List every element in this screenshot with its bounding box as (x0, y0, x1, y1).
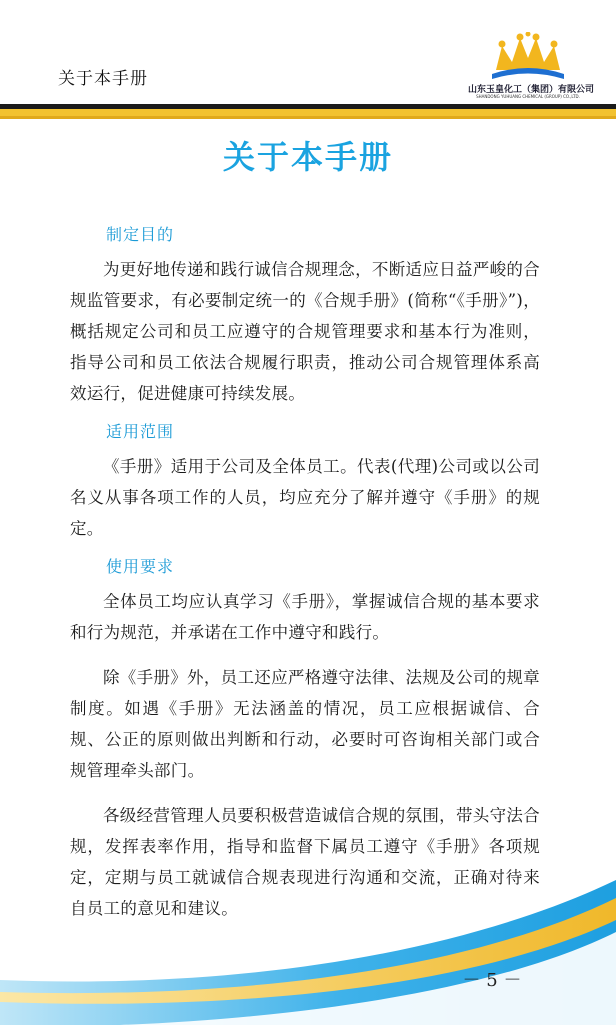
decorative-bottom-wave (0, 840, 616, 1025)
section-heading-purpose: 制定目的 (106, 225, 175, 244)
company-logo (468, 32, 595, 102)
company-name-cn: 山东玉皇化工（集团）有限公司 (468, 85, 595, 95)
paragraph: 《手册》适用于公司及全体员工。代表(代理)公司或以公司名义从事各项工作的人员，均应充分了解并遵守《手册》的规定。 (70, 457, 540, 538)
page-title: 关于本手册 (222, 138, 393, 176)
paragraph: 全体员工均应认真学习《手册》，掌握诚信合规的基本要求和行为规范，并承诺在工作中遵守和践行。 (70, 592, 540, 642)
paragraph: 各级经营管理人员要积极营造诚信合规的氛围，带头守法合规，发挥表率作用，指导和监督下属员工遵守《手册》各项规定，定期与员工就诚信合规表现进行沟通和交流，正确对待来自员工的意见和建议。 (70, 806, 540, 918)
company-name-en: SHANDONG YUHUANG CHEMICAL (GROUP) CO.,LTD. (476, 94, 580, 99)
page-number: － 5 － (462, 970, 522, 991)
section-heading-scope: 适用范围 (106, 422, 175, 441)
section-heading-requirements: 使用要求 (106, 557, 175, 576)
paragraph: 除《手册》外，员工还应严格遵守法律、法规及公司的规章制度。如遇《手册》无法涵盖的情况，员工应根据诚信、合规、公正的原则做出判断和行动，必要时可咨询相关部门或合规管理牵头部门。 (70, 668, 540, 780)
paragraph: 为更好地传递和践行诚信合规理念，不断适应日益严峻的合规监管要求，有必要制定统一的《合规手册》(简称“《手册》”)，概括规定公司和员工应遵守的合规管理要求和基本行为准则，指导公司和员工依法合规履行职责，推动公司合规管理体系高效运行，促进健康可持续发展。 (70, 260, 540, 403)
header-section-title: 关于本手册 (58, 69, 148, 89)
header-rule-yellow (0, 109, 616, 119)
crown-logo-icon (492, 32, 564, 80)
content-body (70, 222, 540, 938)
